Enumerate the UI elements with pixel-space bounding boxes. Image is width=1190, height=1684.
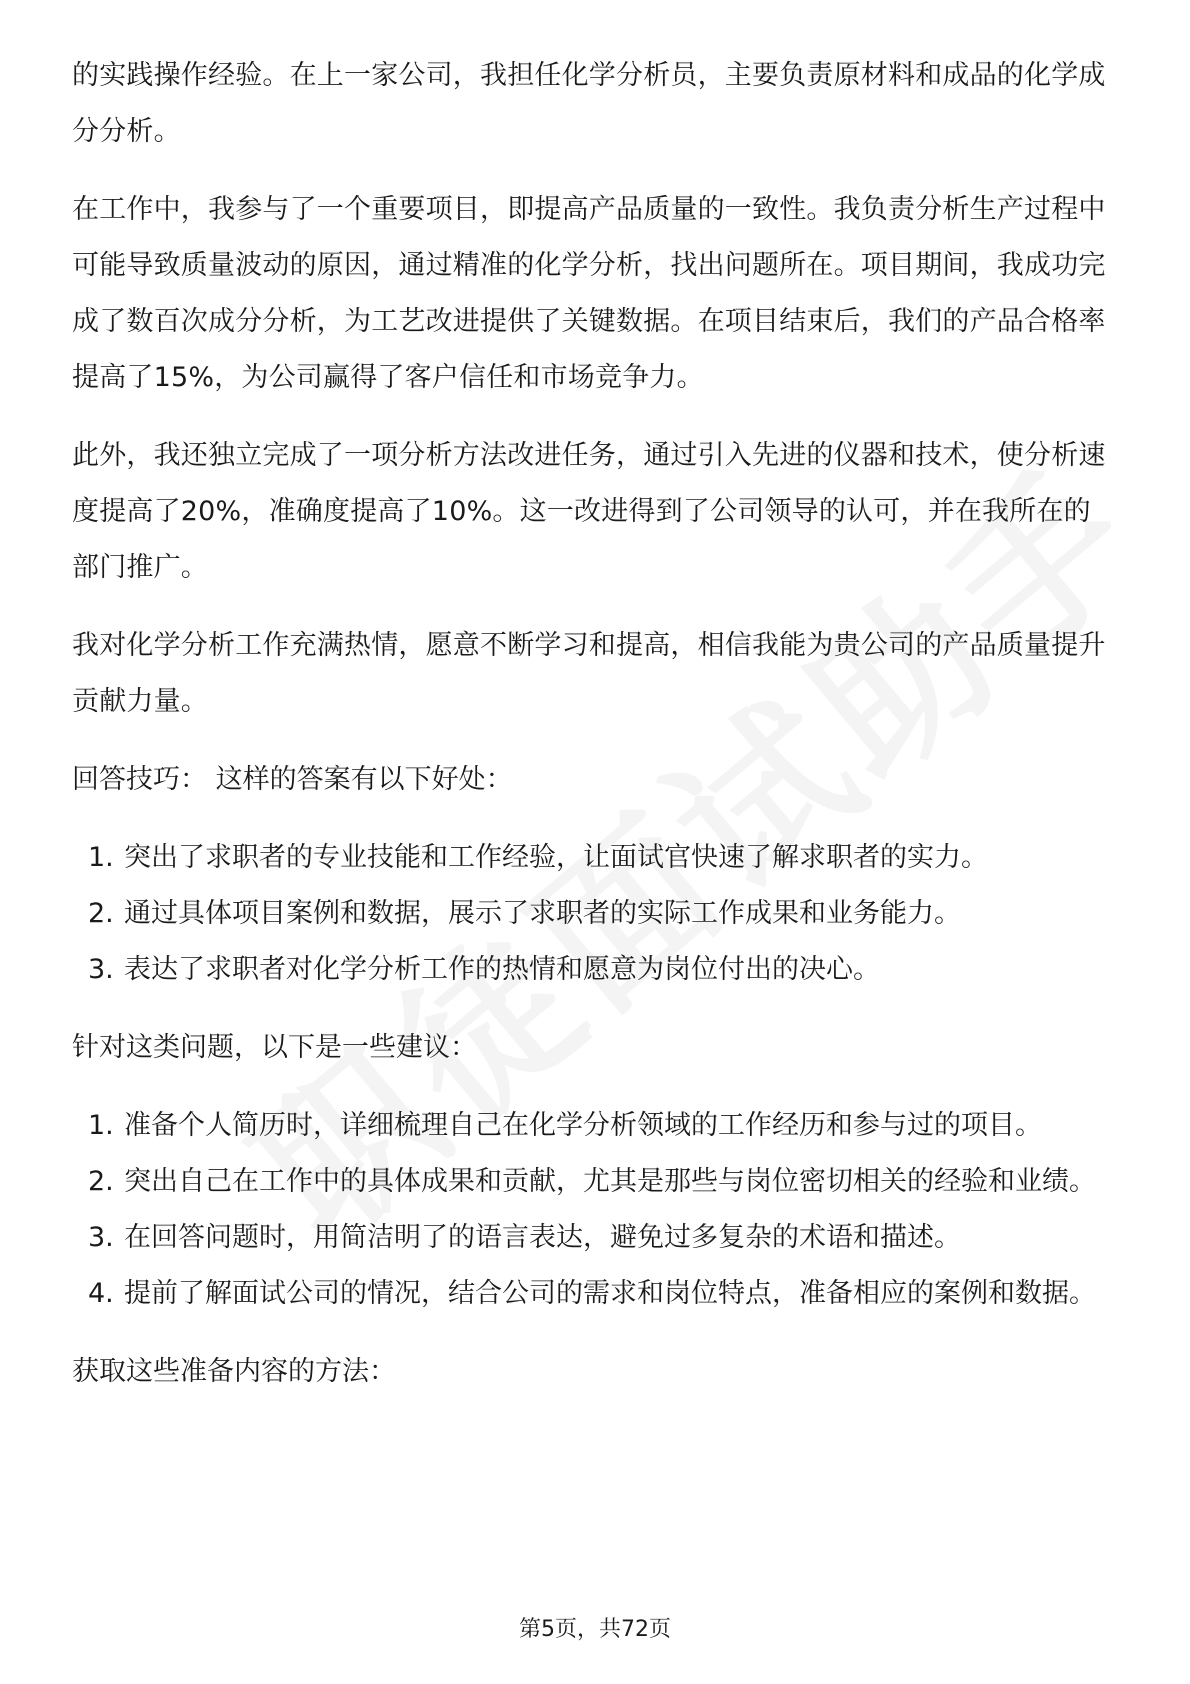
list-text: 准备个人简历时，详细梳理自己在化学分析领域的工作经历和参与过的项目。 bbox=[124, 1110, 1042, 1141]
tips-list bbox=[72, 830, 1112, 998]
page-footer: 第5页，共72页 bbox=[519, 1617, 671, 1642]
paragraph-experience: 的实践操作经验。在上一家公司，我担任化学分析员，主要负责原材料和成品的化学成分分析。 bbox=[72, 60, 1106, 147]
list-item bbox=[72, 886, 1112, 942]
list-number: 3. bbox=[88, 954, 114, 985]
paragraph-improvement: 此外，我还独立完成了一项分析方法改进任务，通过引入先进的仪器和技术，使分析速度提高了20%，准确度提高了10%。这一改进得到了公司领导的认可，并在我所在的部门推广。 bbox=[72, 440, 1106, 583]
document-page bbox=[72, 48, 1112, 1422]
list-item bbox=[72, 830, 1112, 886]
paragraph-project: 在工作中，我参与了一个重要项目，即提高产品质量的一致性。我负责分析生产过程中可能导致质量波动的原因，通过精准的化学分析，找出问题所在。项目期间，我成功完成了数百次成分分析，为工艺改进提供了关键数据。在项目结束后，我们的产品合格率提高了15%，为公司赢得了客户信任和市场竞争力。 bbox=[72, 194, 1106, 393]
list-text: 突出了求职者的专业技能和工作经验，让面试官快速了解求职者的实力。 bbox=[124, 842, 988, 873]
list-number: 1. bbox=[88, 1110, 114, 1141]
list-number: 1. bbox=[88, 842, 114, 873]
list-text: 突出自己在工作中的具体成果和贡献，尤其是那些与岗位密切相关的经验和业绩。 bbox=[124, 1166, 1096, 1197]
advice-list bbox=[72, 1098, 1112, 1322]
tips-label: 回答技巧： 这样的答案有以下好处： bbox=[72, 764, 513, 795]
list-number: 4. bbox=[88, 1278, 114, 1309]
list-text: 提前了解面试公司的情况，结合公司的需求和岗位特点，准备相应的案例和数据。 bbox=[124, 1278, 1096, 1309]
list-item bbox=[72, 1098, 1112, 1154]
list-text: 通过具体项目案例和数据，展示了求职者的实际工作成果和业务能力。 bbox=[124, 898, 961, 929]
list-item bbox=[72, 1210, 1112, 1266]
advice-label: 针对这类问题，以下是一些建议： bbox=[72, 1032, 477, 1063]
list-text: 表达了求职者对化学分析工作的热情和愿意为岗位付出的决心。 bbox=[124, 954, 880, 985]
list-item bbox=[72, 1266, 1112, 1322]
methods-label: 获取这些准备内容的方法： bbox=[72, 1356, 396, 1387]
paragraph-passion: 我对化学分析工作充满热情，愿意不断学习和提高，相信我能为贵公司的产品质量提升贡献力量。 bbox=[72, 630, 1106, 717]
list-text: 在回答问题时，用简洁明了的语言表达，避免过多复杂的术语和描述。 bbox=[124, 1222, 961, 1253]
list-item bbox=[72, 1154, 1112, 1210]
list-number: 2. bbox=[88, 1166, 114, 1197]
list-number: 2. bbox=[88, 898, 114, 929]
list-number: 3. bbox=[88, 1222, 114, 1253]
list-item bbox=[72, 942, 1112, 998]
